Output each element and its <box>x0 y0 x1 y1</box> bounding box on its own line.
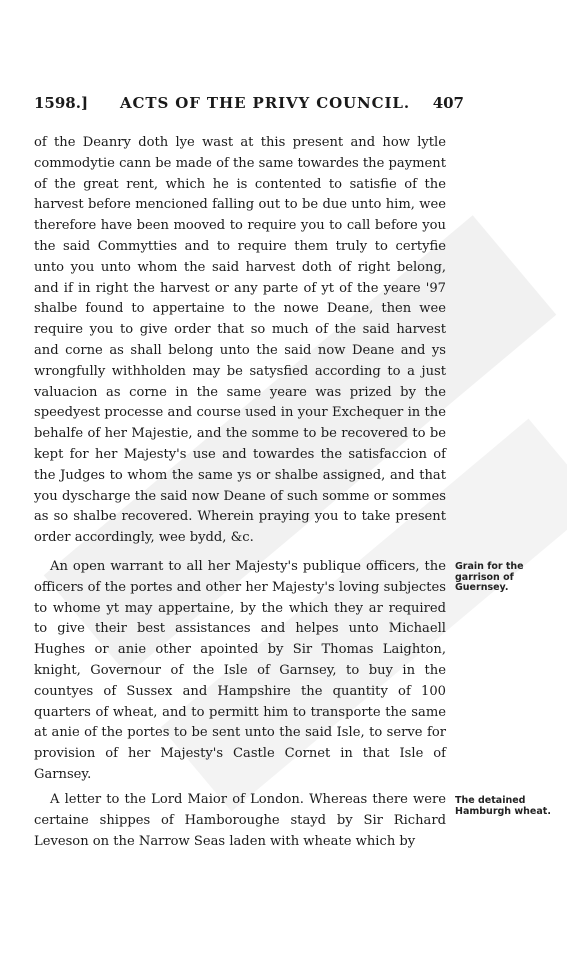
marginal-note-grain-guernsey: Grain for the garrison of Guernsey. <box>455 561 524 593</box>
header-title: ACTS OF THE PRIVY COUNCIL. <box>120 94 410 112</box>
page-number: 407 <box>432 94 464 112</box>
paragraph-lord-maior-letter: A letter to the Lord Maior of London. Whereas there were certaine shippes of Hamboroughe stayd by Sir Richard Leveson on the Narrow Seas laden with wheate which by <box>34 792 446 849</box>
marginal-note-hamburgh-wheat: The detained Hamburgh wheat. <box>455 795 551 817</box>
running-header <box>34 94 464 116</box>
paragraph-open-warrant: An open warrant to all her Majesty's publique officers, the officers of the portes and other her Majesty's loving subjectes to whome yt may appertaine, by the which they ar required to give their best assistances and helpes unto Michaell Hughes or anie other apointed by Sir Thomas Laighton, knight, Governour of the Isle of Garnsey, to buy in the countyes of Sussex and Hampshire the quantity of 100 quarters of wheat, and to permitt him to transporte the same at anie of the portes to be sent unto the said Isle, to serve for provision of her Majesty's Castle Cornet in that Isle of Garnsey. <box>34 559 446 782</box>
header-year: 1598.] <box>34 94 89 112</box>
paragraph-deanry-letter: of the Deanry doth lye wast at this present and how lytle commodytie cann be made of the same towardes the payment of the great rent, which he is contented to satisfie of the harvest before mencioned falling out to be due unto him, wee therefore have been mooved to require you to call before you the said Commytties and to require them truly to certyfie unto you unto whom the said harvest doth of right belong, and if in right the harvest or any parte of yt of the yeare '97 shalbe found to appertaine to the nowe Deane, then wee require you to give order that so much of the said harvest and corne as shall belong unto the said now Deane and ys wrongfully withholden may be satysfied according to a just valuacion as corne in the same yeare was prized by the speedyest processe and course used in your Exchequer in the behalfe of her Majestie, and the somme to be recovered to be kept for her Majesty's use and towardes the satisfaccion of the Judges to whom the same ys or shalbe assigned, and that you dyscharge the said now Deane of such somme or sommes as so shalbe recovered. Wherein praying you to take present order accordingly, wee bydd, &c. <box>34 135 446 546</box>
